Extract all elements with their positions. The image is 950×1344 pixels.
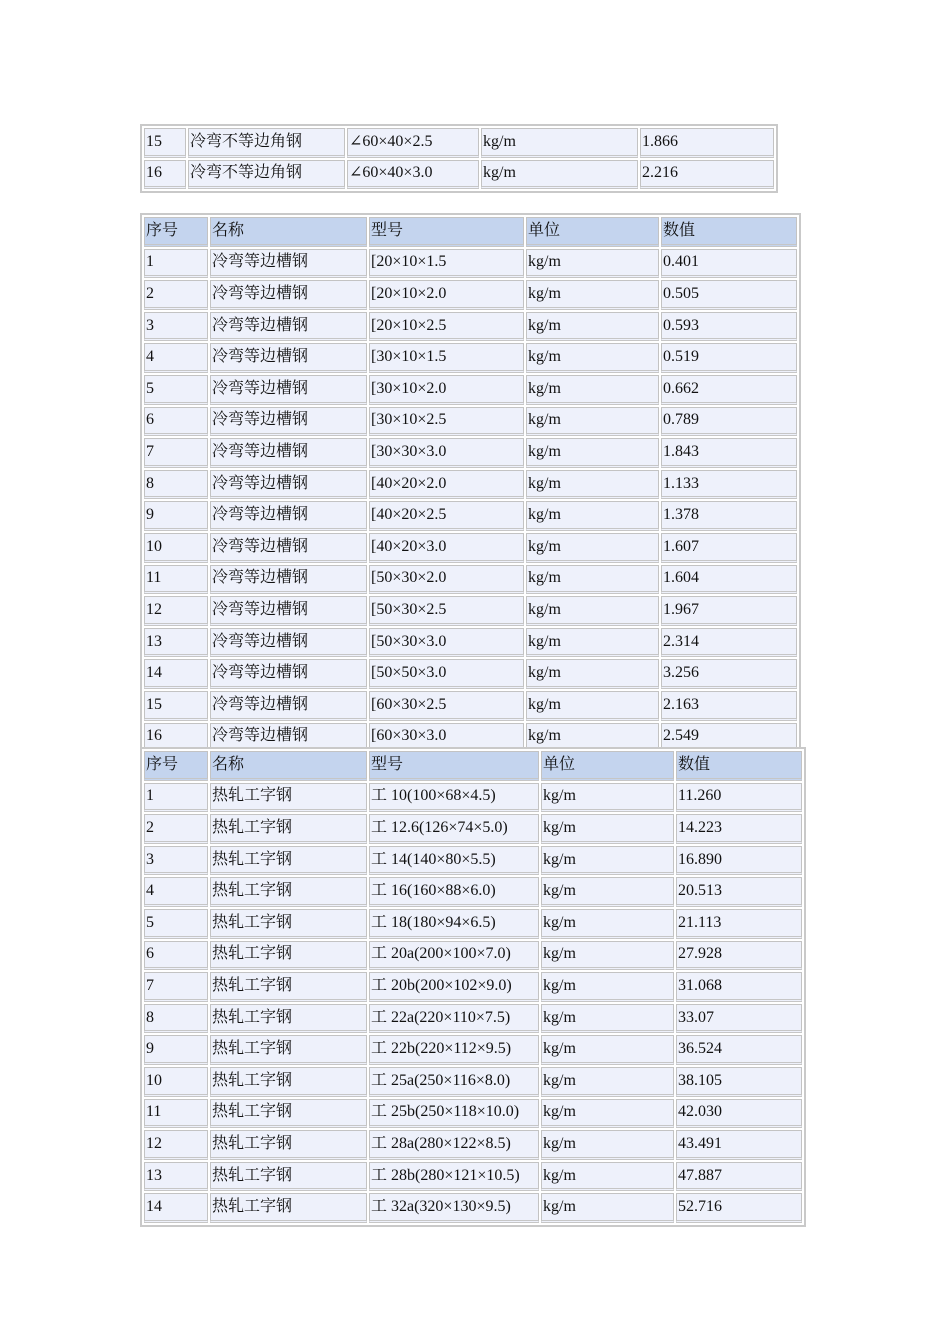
cell-value: 0.789 xyxy=(661,407,797,437)
cell-model: 工 32a(320×130×9.5) xyxy=(369,1193,539,1223)
cell-model: [50×30×3.0 xyxy=(369,628,524,658)
cell-name: 冷弯等边槽钢 xyxy=(210,659,367,689)
cell-unit: kg/m xyxy=(526,249,659,279)
cell-name: 冷弯不等边角钢 xyxy=(188,128,345,158)
cell-unit: kg/m xyxy=(526,375,659,405)
cell-value: 1.378 xyxy=(661,501,797,531)
cell-unit: kg/m xyxy=(526,659,659,689)
column-header: 数值 xyxy=(661,217,797,247)
cell-unit: kg/m xyxy=(541,846,674,876)
cell-unit: kg/m xyxy=(541,1162,674,1192)
cell-name: 冷弯等边槽钢 xyxy=(210,280,367,310)
cell-index: 11 xyxy=(144,565,208,595)
cell-index: 13 xyxy=(144,628,208,658)
cell-index: 1 xyxy=(144,249,208,279)
cell-name: 热轧工字钢 xyxy=(210,1193,367,1223)
column-header: 型号 xyxy=(369,751,539,781)
cell-model: 工 25a(250×116×8.0) xyxy=(369,1067,539,1097)
cell-value: 14.223 xyxy=(676,814,802,844)
cell-index: 3 xyxy=(144,312,208,342)
cell-unit: kg/m xyxy=(541,783,674,813)
cell-unit: kg/m xyxy=(541,814,674,844)
cell-unit: kg/m xyxy=(526,723,659,753)
cell-name: 冷弯等边槽钢 xyxy=(210,628,367,658)
table-row xyxy=(144,596,797,626)
cell-name: 冷弯等边槽钢 xyxy=(210,723,367,753)
cell-value: 0.662 xyxy=(661,375,797,405)
cell-value: 27.928 xyxy=(676,941,802,971)
cell-name: 热轧工字钢 xyxy=(210,1067,367,1097)
cell-model: [40×20×2.5 xyxy=(369,501,524,531)
cell-unit: kg/m xyxy=(541,1035,674,1065)
table-header-row xyxy=(144,751,802,781)
cell-name: 冷弯等边槽钢 xyxy=(210,375,367,405)
cell-model: [60×30×2.5 xyxy=(369,691,524,721)
angle-steel-table xyxy=(140,124,778,193)
cell-value: 0.519 xyxy=(661,343,797,373)
table-row xyxy=(144,846,802,876)
cell-value: 2.216 xyxy=(640,160,774,190)
table-row xyxy=(144,1004,802,1034)
cell-value: 3.256 xyxy=(661,659,797,689)
table-row xyxy=(144,972,802,1002)
cell-unit: kg/m xyxy=(526,280,659,310)
table-row xyxy=(144,1067,802,1097)
cell-name: 冷弯等边槽钢 xyxy=(210,470,367,500)
cell-model: 工 10(100×68×4.5) xyxy=(369,783,539,813)
cell-index: 11 xyxy=(144,1099,208,1129)
table-row xyxy=(144,1035,802,1065)
table-row xyxy=(144,691,797,721)
cell-value: 0.401 xyxy=(661,249,797,279)
table-header-row xyxy=(144,217,797,247)
cell-value: 36.524 xyxy=(676,1035,802,1065)
cell-index: 13 xyxy=(144,1162,208,1192)
cell-unit: kg/m xyxy=(541,1004,674,1034)
cell-model: [60×30×3.0 xyxy=(369,723,524,753)
table-row xyxy=(144,470,797,500)
cell-model: 工 28b(280×121×10.5) xyxy=(369,1162,539,1192)
cell-value: 20.513 xyxy=(676,877,802,907)
column-header: 单位 xyxy=(541,751,674,781)
cell-index: 3 xyxy=(144,846,208,876)
table-row xyxy=(144,628,797,658)
column-header: 型号 xyxy=(369,217,524,247)
cell-name: 热轧工字钢 xyxy=(210,909,367,939)
cell-value: 0.505 xyxy=(661,280,797,310)
cell-unit: kg/m xyxy=(526,312,659,342)
cell-index: 6 xyxy=(144,941,208,971)
cell-name: 冷弯等边槽钢 xyxy=(210,596,367,626)
cell-unit: kg/m xyxy=(481,128,638,158)
cell-name: 冷弯等边槽钢 xyxy=(210,407,367,437)
column-header: 数值 xyxy=(676,751,802,781)
cell-model: [20×10×1.5 xyxy=(369,249,524,279)
cell-index: 16 xyxy=(144,160,186,190)
table-row xyxy=(144,375,797,405)
cell-index: 2 xyxy=(144,814,208,844)
cell-index: 8 xyxy=(144,470,208,500)
column-header: 名称 xyxy=(210,217,367,247)
cell-unit: kg/m xyxy=(526,596,659,626)
cell-unit: kg/m xyxy=(526,501,659,531)
cell-unit: kg/m xyxy=(526,691,659,721)
cell-value: 52.716 xyxy=(676,1193,802,1223)
table-row xyxy=(144,941,802,971)
cell-model: [20×10×2.0 xyxy=(369,280,524,310)
table-row xyxy=(144,1099,802,1129)
cell-value: 1.843 xyxy=(661,438,797,468)
cell-index: 10 xyxy=(144,533,208,563)
cell-name: 热轧工字钢 xyxy=(210,783,367,813)
cell-value: 1.607 xyxy=(661,533,797,563)
cell-name: 热轧工字钢 xyxy=(210,972,367,1002)
table-row xyxy=(144,438,797,468)
table-row xyxy=(144,533,797,563)
cell-index: 9 xyxy=(144,1035,208,1065)
column-header: 单位 xyxy=(526,217,659,247)
cell-index: 16 xyxy=(144,723,208,753)
cell-unit: kg/m xyxy=(526,343,659,373)
cell-unit: kg/m xyxy=(526,438,659,468)
cell-index: 5 xyxy=(144,909,208,939)
cell-index: 6 xyxy=(144,407,208,437)
cell-model: [30×30×3.0 xyxy=(369,438,524,468)
cell-unit: kg/m xyxy=(541,1067,674,1097)
table-row xyxy=(144,407,797,437)
cell-model: 工 25b(250×118×10.0) xyxy=(369,1099,539,1129)
cell-unit: kg/m xyxy=(541,972,674,1002)
column-header: 名称 xyxy=(210,751,367,781)
cell-name: 热轧工字钢 xyxy=(210,814,367,844)
cell-name: 冷弯等边槽钢 xyxy=(210,501,367,531)
cell-value: 1.866 xyxy=(640,128,774,158)
cell-unit: kg/m xyxy=(526,628,659,658)
cell-value: 21.113 xyxy=(676,909,802,939)
table-row xyxy=(144,814,802,844)
cell-value: 38.105 xyxy=(676,1067,802,1097)
cell-unit: kg/m xyxy=(481,160,638,190)
cell-name: 热轧工字钢 xyxy=(210,1004,367,1034)
cell-index: 7 xyxy=(144,972,208,1002)
cell-value: 47.887 xyxy=(676,1162,802,1192)
cell-model: [50×30×2.0 xyxy=(369,565,524,595)
i-beam-table xyxy=(140,747,806,1227)
table-row xyxy=(144,160,774,190)
table-row xyxy=(144,783,802,813)
cell-index: 1 xyxy=(144,783,208,813)
cell-index: 14 xyxy=(144,1193,208,1223)
cell-model: 工 18(180×94×6.5) xyxy=(369,909,539,939)
cell-unit: kg/m xyxy=(541,1193,674,1223)
cell-model: ∠60×40×2.5 xyxy=(347,128,479,158)
cell-value: 2.314 xyxy=(661,628,797,658)
cell-value: 42.030 xyxy=(676,1099,802,1129)
cell-name: 热轧工字钢 xyxy=(210,846,367,876)
cell-name: 冷弯等边槽钢 xyxy=(210,691,367,721)
cell-name: 热轧工字钢 xyxy=(210,1130,367,1160)
cell-index: 15 xyxy=(144,128,186,158)
cell-value: 11.260 xyxy=(676,783,802,813)
cell-value: 2.549 xyxy=(661,723,797,753)
cell-name: 冷弯等边槽钢 xyxy=(210,343,367,373)
cell-model: ∠60×40×3.0 xyxy=(347,160,479,190)
cell-name: 冷弯等边槽钢 xyxy=(210,249,367,279)
cell-index: 12 xyxy=(144,596,208,626)
table-row xyxy=(144,877,802,907)
cell-value: 2.163 xyxy=(661,691,797,721)
table-row xyxy=(144,249,797,279)
cell-name: 热轧工字钢 xyxy=(210,941,367,971)
table-row xyxy=(144,280,797,310)
cell-model: [50×50×3.0 xyxy=(369,659,524,689)
cell-index: 4 xyxy=(144,877,208,907)
table-row xyxy=(144,312,797,342)
cell-value: 31.068 xyxy=(676,972,802,1002)
cell-name: 热轧工字钢 xyxy=(210,877,367,907)
table-row xyxy=(144,1130,802,1160)
cell-model: 工 14(140×80×5.5) xyxy=(369,846,539,876)
cell-model: 工 22a(220×110×7.5) xyxy=(369,1004,539,1034)
cell-name: 冷弯等边槽钢 xyxy=(210,438,367,468)
cell-value: 0.593 xyxy=(661,312,797,342)
table-row xyxy=(144,909,802,939)
table-row xyxy=(144,501,797,531)
cell-index: 14 xyxy=(144,659,208,689)
table-row xyxy=(144,565,797,595)
cell-name: 冷弯等边槽钢 xyxy=(210,565,367,595)
cell-name: 热轧工字钢 xyxy=(210,1162,367,1192)
cell-value: 1.604 xyxy=(661,565,797,595)
cell-name: 热轧工字钢 xyxy=(210,1035,367,1065)
cell-unit: kg/m xyxy=(541,909,674,939)
table-row xyxy=(144,128,774,158)
cell-index: 4 xyxy=(144,343,208,373)
cell-value: 1.133 xyxy=(661,470,797,500)
column-header: 序号 xyxy=(144,217,208,247)
cell-name: 冷弯等边槽钢 xyxy=(210,312,367,342)
column-header: 序号 xyxy=(144,751,208,781)
cell-name: 冷弯等边槽钢 xyxy=(210,533,367,563)
cell-model: [30×10×2.0 xyxy=(369,375,524,405)
cell-unit: kg/m xyxy=(541,1099,674,1129)
table-row xyxy=(144,1193,802,1223)
cell-unit: kg/m xyxy=(526,470,659,500)
cell-index: 2 xyxy=(144,280,208,310)
cell-model: 工 22b(220×112×9.5) xyxy=(369,1035,539,1065)
cell-index: 10 xyxy=(144,1067,208,1097)
cell-index: 8 xyxy=(144,1004,208,1034)
cell-unit: kg/m xyxy=(541,1130,674,1160)
cell-model: [30×10×2.5 xyxy=(369,407,524,437)
cell-model: [50×30×2.5 xyxy=(369,596,524,626)
cell-unit: kg/m xyxy=(526,565,659,595)
cell-index: 15 xyxy=(144,691,208,721)
cell-model: [40×20×3.0 xyxy=(369,533,524,563)
cell-unit: kg/m xyxy=(541,941,674,971)
cell-model: [20×10×2.5 xyxy=(369,312,524,342)
channel-steel-table xyxy=(140,213,801,756)
cell-model: [40×20×2.0 xyxy=(369,470,524,500)
cell-unit: kg/m xyxy=(526,407,659,437)
cell-value: 33.07 xyxy=(676,1004,802,1034)
cell-name: 热轧工字钢 xyxy=(210,1099,367,1129)
cell-value: 1.967 xyxy=(661,596,797,626)
cell-model: 工 28a(280×122×8.5) xyxy=(369,1130,539,1160)
cell-model: 工 20a(200×100×7.0) xyxy=(369,941,539,971)
cell-model: [30×10×1.5 xyxy=(369,343,524,373)
cell-model: 工 20b(200×102×9.0) xyxy=(369,972,539,1002)
cell-name: 冷弯不等边角钢 xyxy=(188,160,345,190)
cell-unit: kg/m xyxy=(526,533,659,563)
table-row xyxy=(144,1162,802,1192)
cell-index: 9 xyxy=(144,501,208,531)
cell-model: 工 16(160×88×6.0) xyxy=(369,877,539,907)
cell-value: 43.491 xyxy=(676,1130,802,1160)
cell-unit: kg/m xyxy=(541,877,674,907)
cell-index: 7 xyxy=(144,438,208,468)
cell-index: 5 xyxy=(144,375,208,405)
cell-index: 12 xyxy=(144,1130,208,1160)
table-row xyxy=(144,343,797,373)
table-row xyxy=(144,659,797,689)
cell-value: 16.890 xyxy=(676,846,802,876)
cell-model: 工 12.6(126×74×5.0) xyxy=(369,814,539,844)
